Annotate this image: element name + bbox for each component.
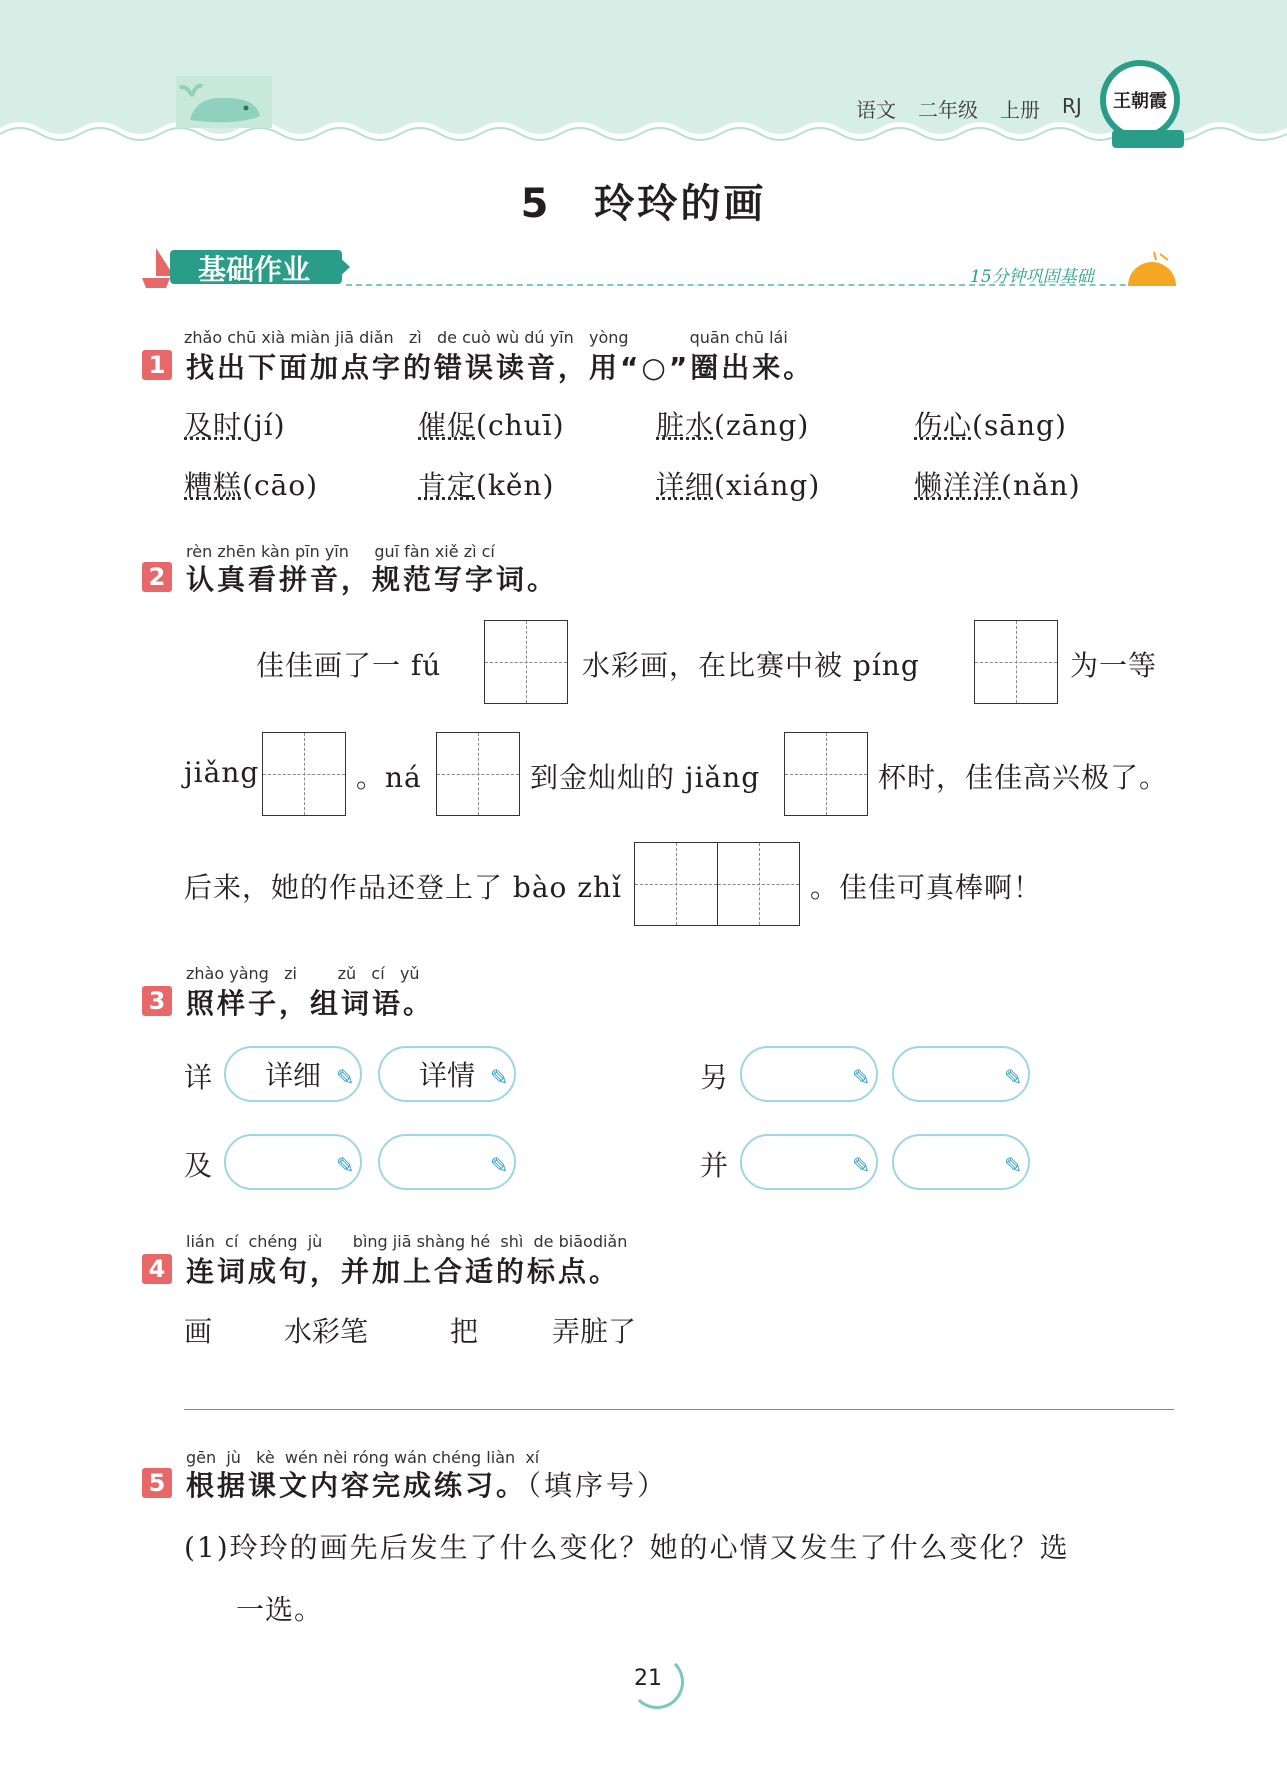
grade-label: 二年级: [918, 98, 978, 122]
q4-pinyin: lián cí chéng jù bìng jiā shàng hé shì de biāodiǎn: [186, 1232, 628, 1251]
term-label: 上册: [1000, 98, 1040, 122]
brand-logo: 王朝霞: [1100, 60, 1180, 140]
q4-number: 4: [142, 1254, 172, 1284]
q2-prompt: 认真看拼音，规范写字词。: [186, 563, 559, 596]
word-bubble[interactable]: 详细: [224, 1046, 362, 1102]
q5-prompt: 根据课文内容完成练习。（填序号）: [186, 1469, 669, 1502]
writing-grid[interactable]: [974, 620, 1058, 704]
q2-text: 水彩画，在比赛中被 píng: [582, 649, 920, 682]
word-bubble[interactable]: 详情: [378, 1046, 516, 1102]
q3-pinyin: zhào yàng zi zǔ cí yǔ: [186, 964, 420, 983]
writing-grid[interactable]: [484, 620, 568, 704]
q1-pinyin: zhǎo chū xià miàn jiā diǎn zì de cuò wù dú yīn yòng quān chū lái: [184, 328, 788, 347]
writing-grid[interactable]: [784, 732, 868, 816]
q2-text: 到金灿灿的 jiǎng: [530, 761, 761, 794]
writing-grid[interactable]: [262, 732, 346, 816]
pen-icon: ✎: [1004, 1066, 1023, 1091]
q1-item: 及时(jí): [184, 409, 286, 442]
q2-text: 。佳佳可真棒啊！: [810, 871, 1043, 904]
q2-pinyin: rèn zhēn kàn pīn yīn guī fàn xiě zì cí: [186, 542, 495, 561]
q2-text: 为一等: [1070, 649, 1158, 682]
q3-number: 3: [142, 986, 172, 1016]
q1-item: 催促(chuī): [418, 409, 565, 442]
q2-text: jiǎng: [184, 756, 260, 789]
q3-prompt: 照样子，组词语。: [186, 987, 435, 1020]
brand-ribbon: [1112, 130, 1184, 148]
q1-number: 1: [142, 350, 172, 380]
q1-item: 糟糕(cāo): [184, 469, 319, 502]
q4-word: 画: [184, 1315, 213, 1348]
pen-icon: ✎: [490, 1066, 509, 1091]
pen-icon: ✎: [336, 1154, 355, 1179]
edition-label: RJ: [1062, 94, 1082, 118]
lesson-title: 5 玲玲的画: [520, 181, 767, 227]
q1-item: 脏水(zāng): [656, 409, 810, 442]
writing-grid[interactable]: [436, 732, 520, 816]
q4-word: 水彩笔: [284, 1315, 369, 1348]
q5-number: 5: [142, 1468, 172, 1498]
answer-line[interactable]: [184, 1409, 1174, 1410]
q5-pinyin: gēn jù kè wén nèi róng wán chéng liàn xí: [186, 1448, 540, 1467]
q2-text: 佳佳画了一 fú: [256, 649, 442, 682]
q4-word: 弄脏了: [552, 1315, 637, 1348]
sun-icon: [1124, 250, 1180, 294]
q3-char: 另: [700, 1061, 729, 1094]
pen-icon: ✎: [336, 1066, 355, 1091]
q2-text: 后来，她的作品还登上了 bào zhǐ: [184, 871, 623, 904]
q2-text: 杯时，佳佳高兴极了。: [878, 761, 1169, 794]
q5-subquestion-cont: 一选。: [236, 1593, 324, 1626]
q2-text: 。ná: [356, 761, 422, 794]
q3-char: 并: [700, 1149, 729, 1182]
q5-subquestion: (1)玲玲的画先后发生了什么变化？她的心情又发生了什么变化？选: [184, 1531, 1070, 1564]
q1-item: 肯定(kěn): [418, 469, 555, 502]
pen-icon: ✎: [490, 1154, 509, 1179]
section-note: 15分钟巩固基础: [970, 267, 1094, 287]
pen-icon: ✎: [1004, 1154, 1023, 1179]
q1-prompt: 找出下面加点字的错误读音，用“○”圈出来。: [186, 351, 815, 384]
q4-word: 把: [450, 1315, 479, 1348]
section-label: 基础作业: [198, 253, 311, 286]
writing-grid[interactable]: [634, 842, 800, 926]
q1-item: 详细(xiáng): [656, 469, 821, 502]
pen-icon: ✎: [852, 1154, 871, 1179]
q1-item: 伤心(sāng): [914, 409, 1067, 442]
pen-icon: ✎: [852, 1066, 871, 1091]
q1-item: 懒洋洋(nǎn): [914, 469, 1081, 502]
q2-number: 2: [142, 562, 172, 592]
page-number: 21: [634, 1666, 662, 1691]
whale-icon: [176, 76, 276, 132]
q3-char: 及: [184, 1149, 213, 1182]
subject-label: 语文: [856, 98, 896, 122]
header-meta: [856, 94, 1082, 123]
q3-char: 详: [184, 1061, 213, 1094]
q4-prompt: 连词成句，并加上合适的标点。: [186, 1255, 621, 1288]
